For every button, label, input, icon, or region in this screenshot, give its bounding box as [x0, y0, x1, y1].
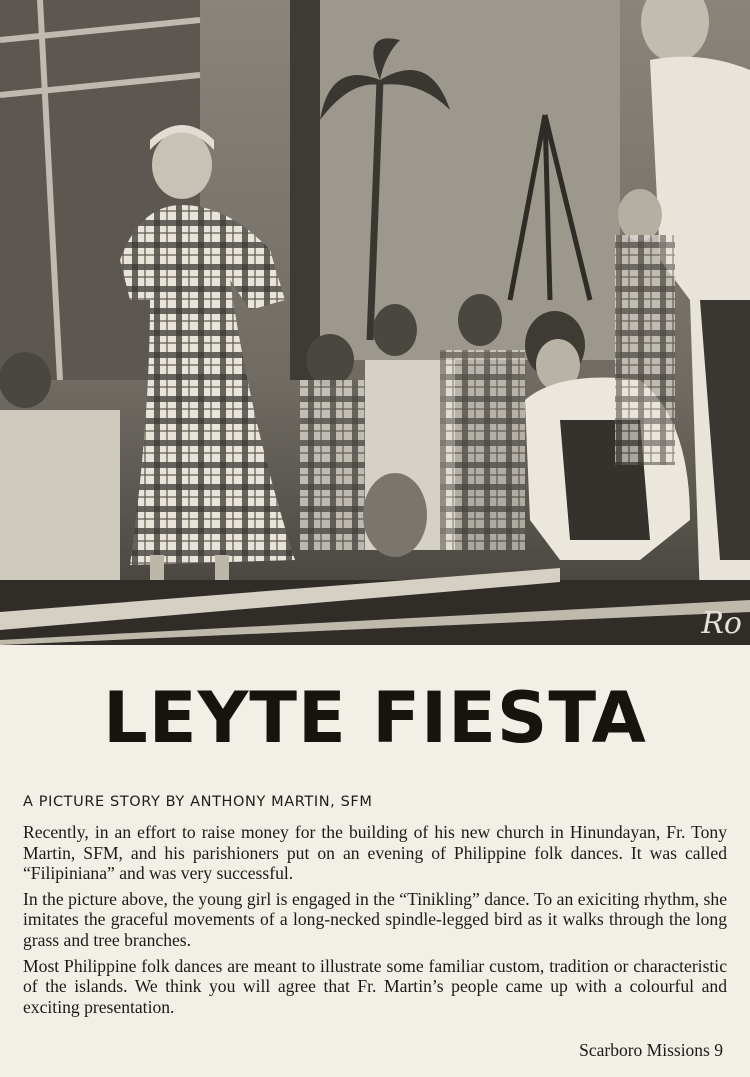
article-paragraph: Recently, in an effort to raise money for the building of his new church in Hinundayan, Fr. Tony Martin, SFM, and his parishioners put on an evening of Philippine folk dances. It was called “Filipiniana” and was very successful.	[23, 822, 727, 884]
article-title: LEYTE FIESTA	[103, 677, 647, 759]
page-footer: Scarboro Missions 9	[579, 1040, 723, 1060]
article-paragraph: In the picture above, the young girl is engaged in the “Tinikling” dance. To an exiciting rhythm, she imitates the graceful movements of a long-necked spindle-legged bird as it walks through the long grass and tree branches.	[23, 888, 727, 950]
article-body	[23, 822, 727, 1022]
photographer-mark: Ro	[701, 606, 742, 641]
article-paragraph: Most Philippine folk dances are meant to illustrate some familiar custom, tradition or characteristic of the islands. We think you will agree that Fr. Martin’s people came up with a colourful and exciting presentation.	[23, 955, 727, 1017]
article-byline: A PICTURE STORY BY ANTHONY MARTIN, SFM	[23, 794, 373, 810]
